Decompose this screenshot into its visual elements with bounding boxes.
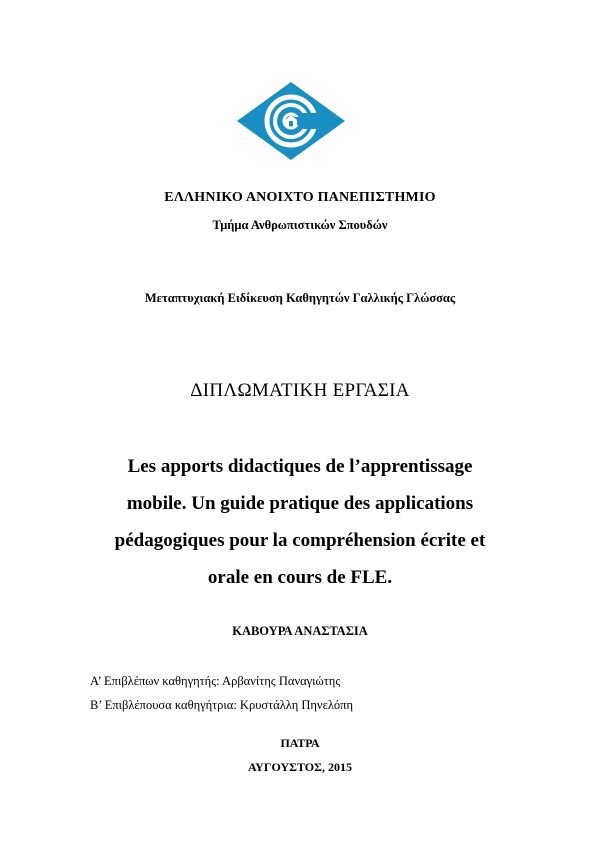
city: ΠΑΤΡΑ — [280, 736, 320, 750]
supervisor-second: Β’ Επιβλέπουσα καθηγήτρια: Κρυστάλλη Πηνελόπη — [90, 698, 353, 712]
date: ΑΥΓΟΥΣΤΟΣ, 2015 — [248, 760, 352, 774]
thesis-title-line: orale en cours de FLE. — [207, 567, 393, 588]
thesis-title — [0, 448, 600, 596]
program-name: Μεταπτυχιακή Ειδίκευση Καθηγητών Γαλλικής Γλώσσας — [144, 291, 456, 305]
thesis-title-line: mobile. Un guide pratique des applications — [126, 493, 474, 514]
supervisors-list — [90, 669, 353, 717]
author-name: ΚΑΒΟΥΡΑ ΑΝΑΣΤΑΣΙΑ — [232, 624, 368, 638]
supervisor-first: Α’ Επιβλέπων καθηγητής: Αρβανίτης Παναγιώτης — [90, 674, 341, 688]
department-name: Τμήμα Ανθρωπιστικών Σπουδών — [212, 218, 388, 232]
university-logo-icon — [237, 82, 345, 160]
thesis-label: ΔΙΠΛΩΜΑΤΙΚΗ ΕΡΓΑΣΙΑ — [190, 380, 410, 401]
thesis-title-line: Les apports didactiques de l’apprentissage — [127, 456, 473, 477]
university-name: ΕΛΛΗΝΙΚΟ ΑΝΟΙΧΤΟ ΠΑΝΕΠΙΣΤΗΜΙΟ — [164, 190, 436, 205]
thesis-title-line: pédagogiques pour la compréhension écrite et — [114, 530, 486, 551]
